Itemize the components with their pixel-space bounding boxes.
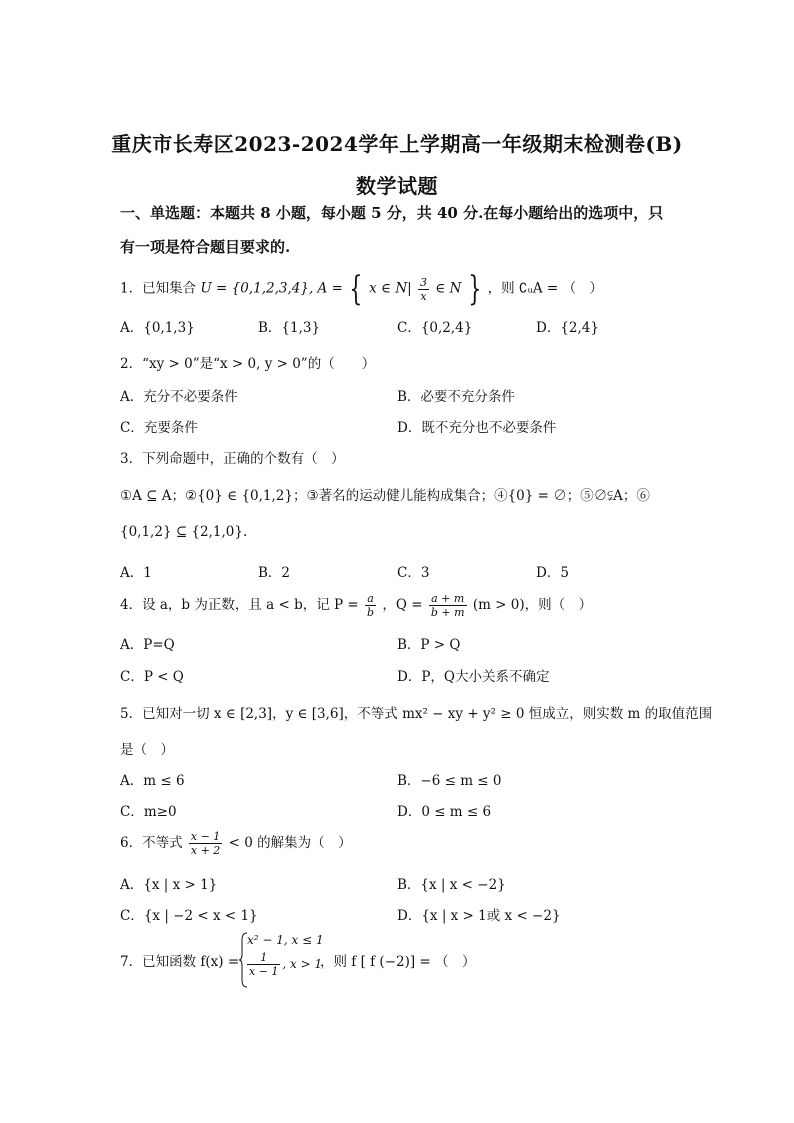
q4-p-den: b [367, 606, 375, 619]
section-heading [120, 196, 680, 264]
q5-option-d[interactable]: D．0 ≤ m ≤ 6 [397, 804, 492, 820]
q4-q-num: a + m [429, 592, 467, 606]
q2-option-a[interactable]: A．充分不必要条件 [120, 389, 238, 405]
q5-option-c[interactable]: C．m≥0 [120, 804, 177, 820]
q3-statements-line2: {0,1,2} ⊆ {2,1,0}. [120, 524, 248, 540]
q2-option-c[interactable]: C．充要条件 [120, 420, 198, 436]
q7-stem [120, 930, 680, 990]
q7-case-1: x² − 1, x ≤ 1 [247, 933, 324, 947]
q7-case-2-num: 1 [247, 951, 280, 965]
q3-option-c[interactable]: C．3 [397, 565, 430, 581]
q1-set-u: U = {0,1,2,3,4}, A = [200, 280, 343, 297]
section-heading-line2: 有一项是符合题目要求的. [120, 238, 291, 256]
q1-option-c[interactable]: C．{0,2,4} [397, 320, 473, 336]
q4-q-den: b + m [430, 606, 465, 619]
q3-option-d[interactable]: D．5 [536, 565, 569, 581]
q4-option-a[interactable]: A．P=Q [120, 637, 175, 653]
q4-stem-part-c: (m > 0)，则（ ） [472, 597, 593, 613]
q3-statements-line1: ①A ⊆ A；②{0} ∈ {0,1,2}；③著名的运动健儿能构成集合；④{0} = ∅；⑤∅⫋A；⑥ [120, 488, 650, 504]
q5-option-b[interactable]: B．−6 ≤ m ≤ 0 [397, 773, 502, 789]
q4-stem [120, 592, 592, 619]
exam-subtitle: 数学试题 [356, 174, 438, 198]
q4-p-num: a [365, 592, 376, 606]
q1-frac-num: 3 [419, 275, 427, 289]
q4-option-b[interactable]: B．P > Q [397, 637, 461, 653]
q4-fraction-p [365, 592, 376, 619]
q6-fraction [189, 830, 222, 857]
q6-option-c[interactable]: C．{x | −2 < x < 1} [120, 908, 258, 924]
q3-stem: 3．下列命题中，正确的个数有（ ） [120, 451, 345, 467]
q7-case-2-fraction [247, 951, 280, 978]
q5-stem-line1: 5．已知对一切 x ∈ [2,3]，y ∈ [3,6]，不等式 mx² − xy + y² ≥ 0 恒成立，则实数 m 的取值范围 [120, 706, 713, 722]
q1-brace-open: { [349, 269, 363, 309]
q7-case-2-cond: , x > 1 [282, 957, 323, 971]
q4-fraction-q [429, 592, 467, 619]
q1-brace-close: } [468, 269, 481, 309]
q7-stem-part-b: ，则 f [ f (−2)] = （ ） [320, 954, 476, 970]
q5-option-a[interactable]: A．m ≤ 6 [120, 773, 185, 789]
q2-option-d[interactable]: D．既不充分也不必要条件 [397, 420, 557, 436]
q1-fraction [418, 276, 429, 303]
q4-stem-part-a: 4．设 a，b 为正数，且 a < b，记 P = [120, 597, 359, 613]
q6-frac-num: x − 1 [190, 830, 221, 843]
q1-option-b[interactable]: B．{1,3} [258, 320, 321, 336]
q4-option-d[interactable]: D．P，Q大小关系不确定 [397, 669, 550, 685]
q6-stem [120, 830, 352, 857]
q3-option-a[interactable]: A．1 [120, 565, 152, 581]
q1-set-a-left: x ∈ N| [369, 280, 412, 297]
q4-stem-part-b: ，Q = [382, 597, 423, 613]
q7-case-2 [247, 951, 322, 978]
exam-title: 重庆市长寿区2023-2024学年上学期高一年级期末检测卷(B) [111, 132, 683, 156]
q6-stem-part-b: < 0 的解集为（ ） [228, 835, 352, 851]
q1-frac-den: x [420, 289, 427, 303]
q7-case-2-den: x − 1 [249, 965, 279, 978]
q6-stem-part-a: 6．不等式 [120, 835, 183, 851]
q1-option-d[interactable]: D．{2,4} [536, 320, 599, 336]
q1-stem [120, 269, 604, 309]
q1-set-a-right: ∈ N [435, 280, 462, 297]
q6-option-d[interactable]: D．{x | x > 1或 x < −2} [397, 908, 561, 924]
q2-stem: 2．“xy > 0”是“x > 0, y > 0”的（ ） [120, 356, 376, 372]
q6-frac-den: x + 2 [190, 844, 221, 857]
q6-option-b[interactable]: B．{x | x < −2} [397, 877, 506, 893]
q1-option-a[interactable]: A．{0,1,3} [120, 320, 195, 336]
q1-suffix: ，则 ∁ᵤA = （ ） [487, 280, 604, 297]
q7-stem-part-a: 7．已知函数 f(x) = [120, 954, 240, 970]
q4-option-c[interactable]: C．P < Q [120, 669, 184, 685]
q5-stem-line2: 是（ ） [120, 742, 174, 758]
q1-prefix: 1．已知集合 [120, 280, 197, 297]
q6-option-a[interactable]: A．{x | x > 1} [120, 877, 218, 893]
q3-option-b[interactable]: B．2 [258, 565, 291, 581]
section-heading-line1: 一、单选题：本题共 8 小题，每小题 5 分，共 40 分.在每小题给出的选项中，只 [120, 204, 664, 222]
q2-option-b[interactable]: B．必要不充分条件 [397, 389, 515, 405]
